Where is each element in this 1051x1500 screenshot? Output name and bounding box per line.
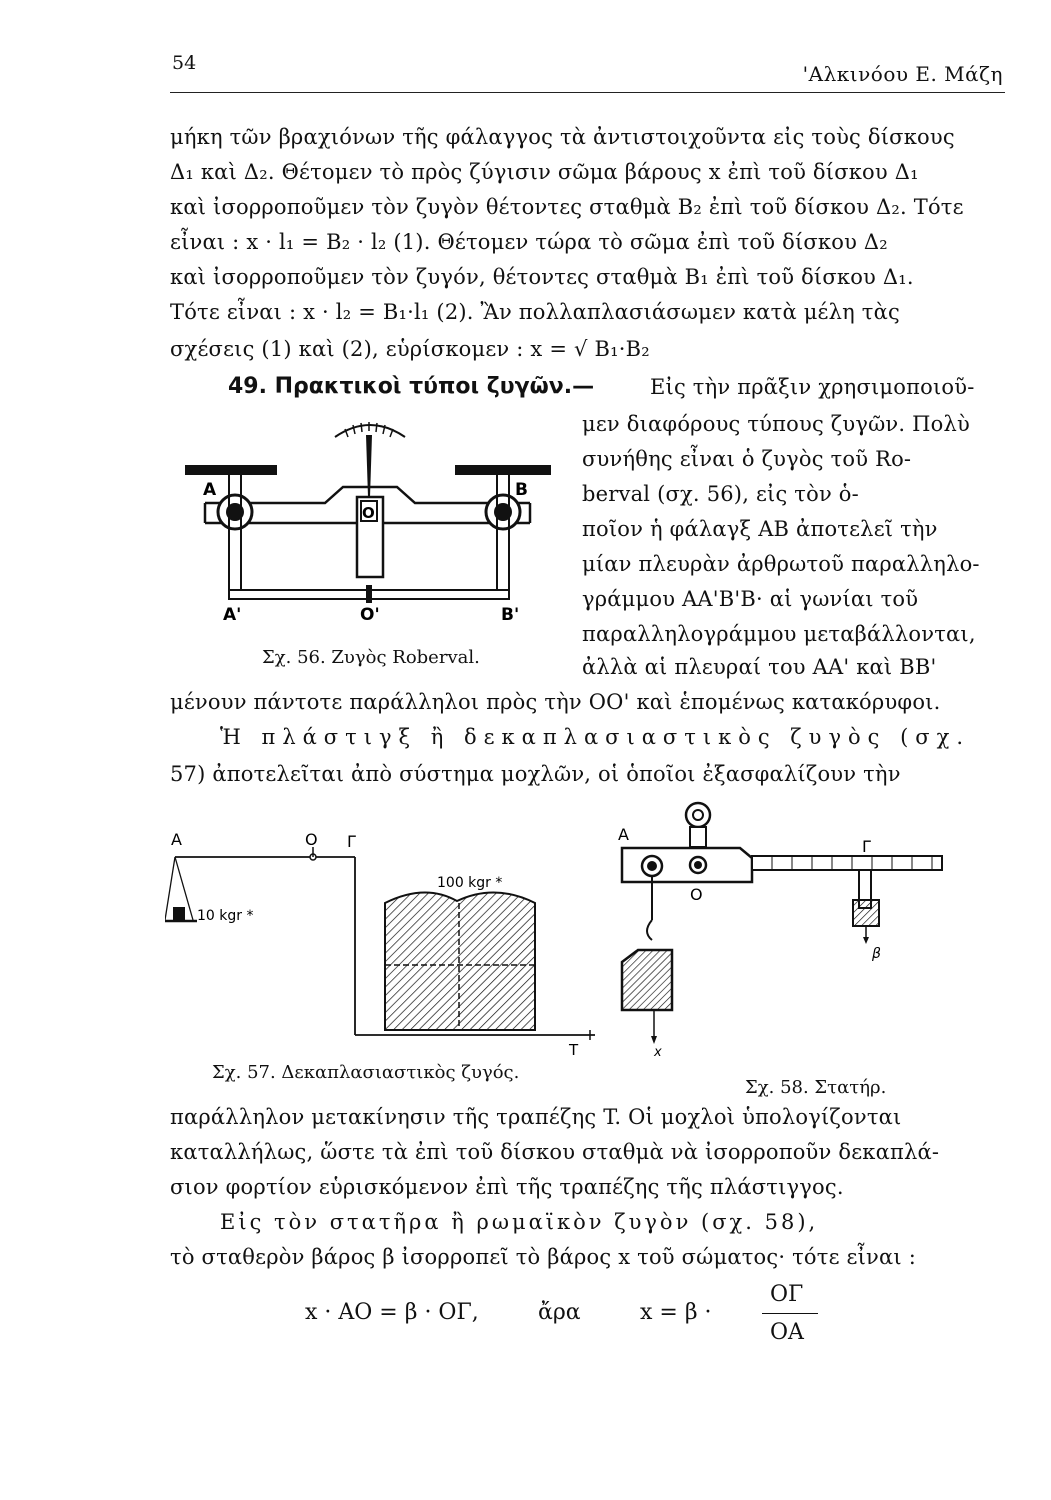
header-rule — [170, 92, 1005, 93]
fig56-label-b: B — [515, 480, 528, 500]
fig57-label-t: T — [569, 1041, 579, 1055]
fig57-label-g: Γ — [347, 832, 356, 851]
p1-line-7: σχέσεις (1) καὶ (2), εὑρίσκομεν : x = √ B₁·B₂ — [170, 337, 650, 361]
formula-left: x · AO = β · OΓ, — [305, 1300, 479, 1325]
p2-line-2: καταλλήλως, ὥστε τὰ ἐπὶ τοῦ δίσκου σταθμὰ νὰ ἰσορροποῦν δεκαπλά- — [170, 1140, 940, 1164]
p1-line-6: Τότε εἶναι : x · l₂ = B₁·l₁ (2). Ἂν πολλαπλασιάσωμεν κατὰ μέλη τὰς — [170, 300, 900, 324]
svg-text:O: O — [362, 504, 375, 522]
p1-line-5: καὶ ἰσορροποῦμεν τὸν ζυγόν, θέτοντες σταθμὰ B₁ ἐπὶ τοῦ δίσκου Δ₁. — [170, 265, 914, 289]
fig56-label-a-prime: A' — [223, 605, 242, 625]
fraction-bar — [762, 1313, 818, 1314]
page-number: 54 — [172, 52, 197, 74]
fig57-label-a: A — [171, 830, 182, 849]
wrap-line-8: ἀλλὰ αἱ πλευραί του AA' καὶ BB' — [582, 655, 937, 679]
fig56-label-b-prime: B' — [501, 605, 520, 625]
fig58-label-beta: β — [872, 946, 881, 962]
p2-line-3: σιον φορτίον εὑρισκόμενον ἐπὶ τῆς τραπέζης τῆς πλάστιγγος. — [170, 1175, 844, 1199]
wrap-line-1: μεν διαφόρους τύπους ζυγῶν. Πολὺ — [582, 412, 970, 436]
wrap-line-3: berval (σχ. 56), εἰς τὸν ὁ- — [582, 482, 859, 506]
section-heading: 49. Πρακτικοὶ τύποι ζυγῶν.— — [228, 374, 595, 399]
formula-numerator: OΓ — [770, 1282, 804, 1307]
figure-56-caption: Σχ. 56. Ζυγὸς Roberval. — [262, 647, 480, 668]
formula-denominator: OA — [770, 1320, 804, 1345]
fig56-label-o-prime: O' — [360, 605, 380, 625]
formula-right: x = β · — [640, 1300, 712, 1325]
fig56-label-a: A — [203, 480, 217, 500]
p3-line-1: Εἰς τὸν στατῆρα ἢ ρωμαϊκὸν ζυγὸν (σχ. 58), — [220, 1210, 819, 1234]
figure-57-caption: Σχ. 57. Δεκαπλασιαστικὸς ζυγός. — [212, 1062, 520, 1083]
wrap-line-5: μίαν πλευρὰν ἀρθρωτοῦ παραλληλο- — [582, 552, 980, 576]
wrap-line-4: ποῖον ἡ φάλαγξ AB ἀποτελεῖ τὴν — [582, 517, 938, 541]
figure-57-decimal-balance — [165, 825, 605, 1055]
fig58-label-o: O — [690, 885, 703, 904]
fig58-label-g: Γ — [862, 837, 871, 856]
full-line-2: Ἡ πλάστιγξ ἢ δεκαπλασιαστικὸς ζυγὸς (σχ. — [220, 725, 971, 749]
figure-58-steelyard — [612, 800, 972, 1060]
fig57-label-o: O — [305, 830, 318, 849]
p1-line-1: μήκη τῶν βραχιόνων τῆς φάλαγγος τὰ ἀντιστοιχοῦντα εἰς τοὺς δίσκους — [170, 125, 955, 149]
p3-line-2: τὸ σταθερὸν βάρος β ἰσορροπεῖ τὸ βάρος x τοῦ σώματος· τότε εἶναι : — [170, 1245, 916, 1269]
p1-line-3: καὶ ἰσορροποῦμεν τὸν ζυγὸν θέτοντες σταθμὰ B₂ ἐπὶ τοῦ δίσκου Δ₂. Τότε — [170, 195, 964, 219]
fig58-label-x: x — [654, 1045, 662, 1060]
full-line-3: 57) ἀποτελεῖται ἀπὸ σύστημα μοχλῶν, οἱ ὁποῖοι ἐξασφαλίζουν τὴν — [170, 762, 901, 786]
running-title: 'Αλκινόου Ε. Μάζη — [802, 62, 1003, 86]
section-first-line: Εἰς τὴν πρᾶξιν χρησιμοποιοῦ- — [650, 375, 975, 399]
fig57-weight-large: 100 kgr * — [437, 875, 503, 891]
wrap-line-7: παραλληλογράμμου μεταβάλλονται, — [582, 622, 976, 646]
p1-line-4: εἶναι : x · l₁ = B₂ · l₂ (1). Θέτομεν τώρα τὸ σῶμα ἐπὶ τοῦ δίσκου Δ₂ — [170, 230, 888, 254]
formula-middle: ἄρα — [538, 1300, 581, 1325]
wrap-line-2: συνήθης εἶναι ὁ ζυγὸς τοῦ Ro- — [582, 447, 912, 471]
figure-56-roberval-balance — [185, 415, 560, 630]
p2-line-1: παράλληλον μετακίνησιν τῆς τραπέζης T. Οἱ μοχλοὶ ὑπολογίζονται — [170, 1105, 902, 1129]
fig58-label-a: A — [618, 825, 629, 844]
full-line-1: μένουν πάντοτε παράλληλοι πρὸς τὴν OO' καὶ ἑπομένως κατακόρυφοι. — [170, 690, 941, 714]
fig57-weight-small: 10 kgr * — [197, 908, 254, 924]
wrap-line-6: γράμμου AA'B'B· αἱ γωνίαι τοῦ — [582, 587, 919, 611]
figure-58-caption: Σχ. 58. Στατήρ. — [745, 1077, 887, 1098]
p1-line-2: Δ₁ καὶ Δ₂. Θέτομεν τὸ πρὸς ζύγισιν σῶμα βάρους x ἐπὶ τοῦ δίσκου Δ₁ — [170, 160, 919, 184]
